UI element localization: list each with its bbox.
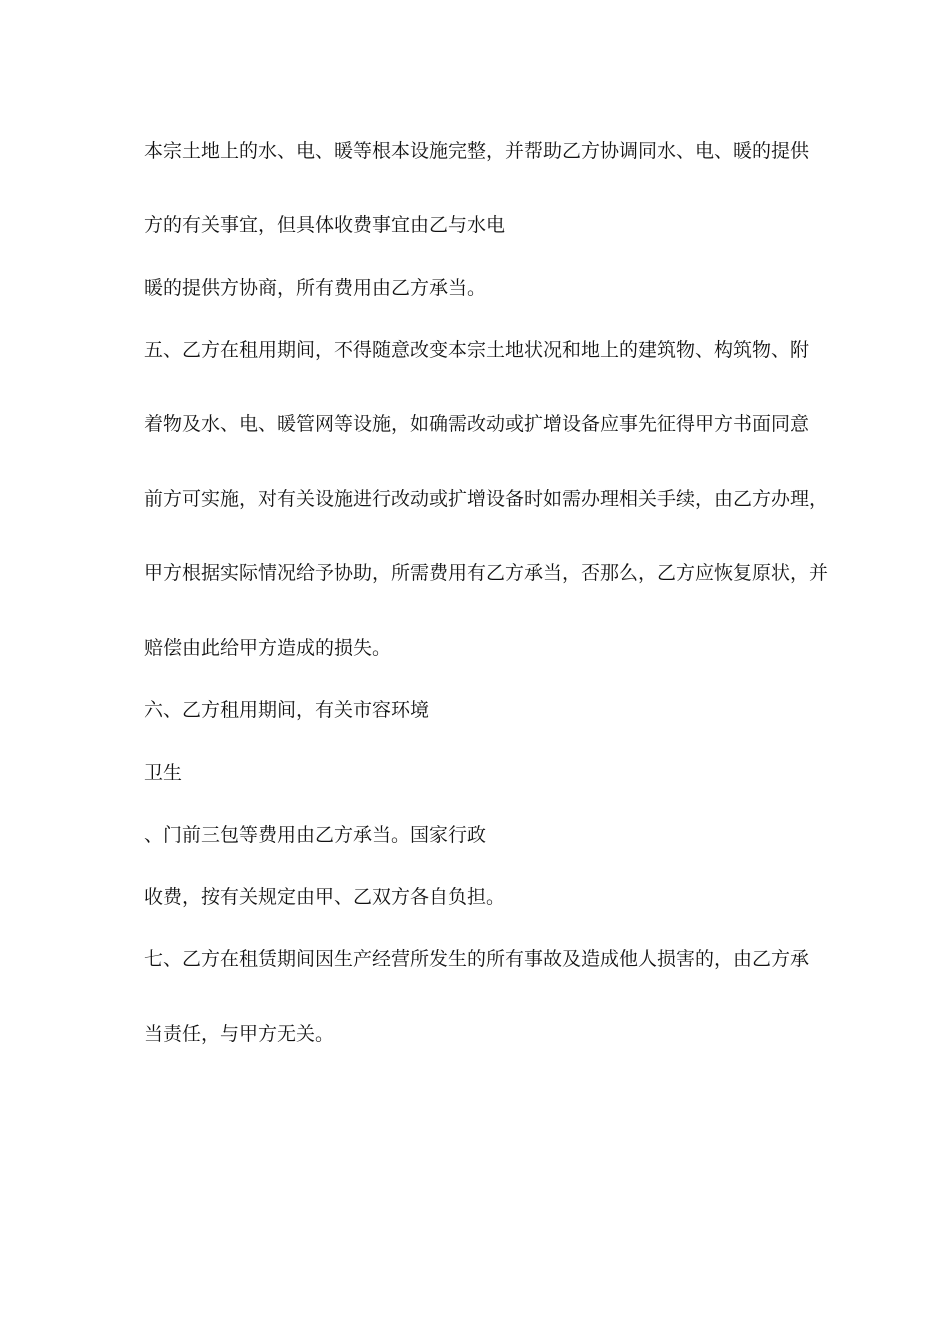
text-line: 六、乙方租用期间，有关市容环境 bbox=[144, 699, 430, 721]
text-line: 着物及水、电、暖管网等设施，如确需改动或扩增设备应事先征得甲方书面同意 bbox=[144, 413, 810, 435]
text-line: 七、乙方在租赁期间因生产经营所发生的所有事故及造成他人损害的，由乙方承 bbox=[144, 948, 810, 970]
text-line: 方的有关事宜，但具体收费事宜由乙与水电 bbox=[144, 214, 506, 236]
text-line: 赔偿由此给甲方造成的损失。 bbox=[144, 637, 392, 659]
text-line: 暖的提供方协商，所有费用由乙方承当。 bbox=[144, 277, 487, 299]
text-line: 收费，按有关规定由甲、乙双方各自负担。 bbox=[144, 886, 506, 908]
text-line: 、门前三包等费用由乙方承当。国家行政 bbox=[144, 824, 487, 846]
text-line: 前方可实施，对有关设施进行改动或扩增设备时如需办理相关手续，由乙方办理， bbox=[144, 488, 829, 510]
text-line: 当责任，与甲方无关。 bbox=[144, 1023, 335, 1045]
text-line: 卫生 bbox=[144, 762, 183, 784]
text-line: 本宗土地上的水、电、暖等根本设施完整，并帮助乙方协调同水、电、暖的提供 bbox=[144, 140, 810, 162]
text-line: 五、乙方在租用期间，不得随意改变本宗土地状况和地上的建筑物、构筑物、附 bbox=[144, 339, 810, 361]
text-line: 甲方根据实际情况给予协助，所需费用有乙方承当，否那么，乙方应恢复原状，并 bbox=[144, 562, 829, 584]
